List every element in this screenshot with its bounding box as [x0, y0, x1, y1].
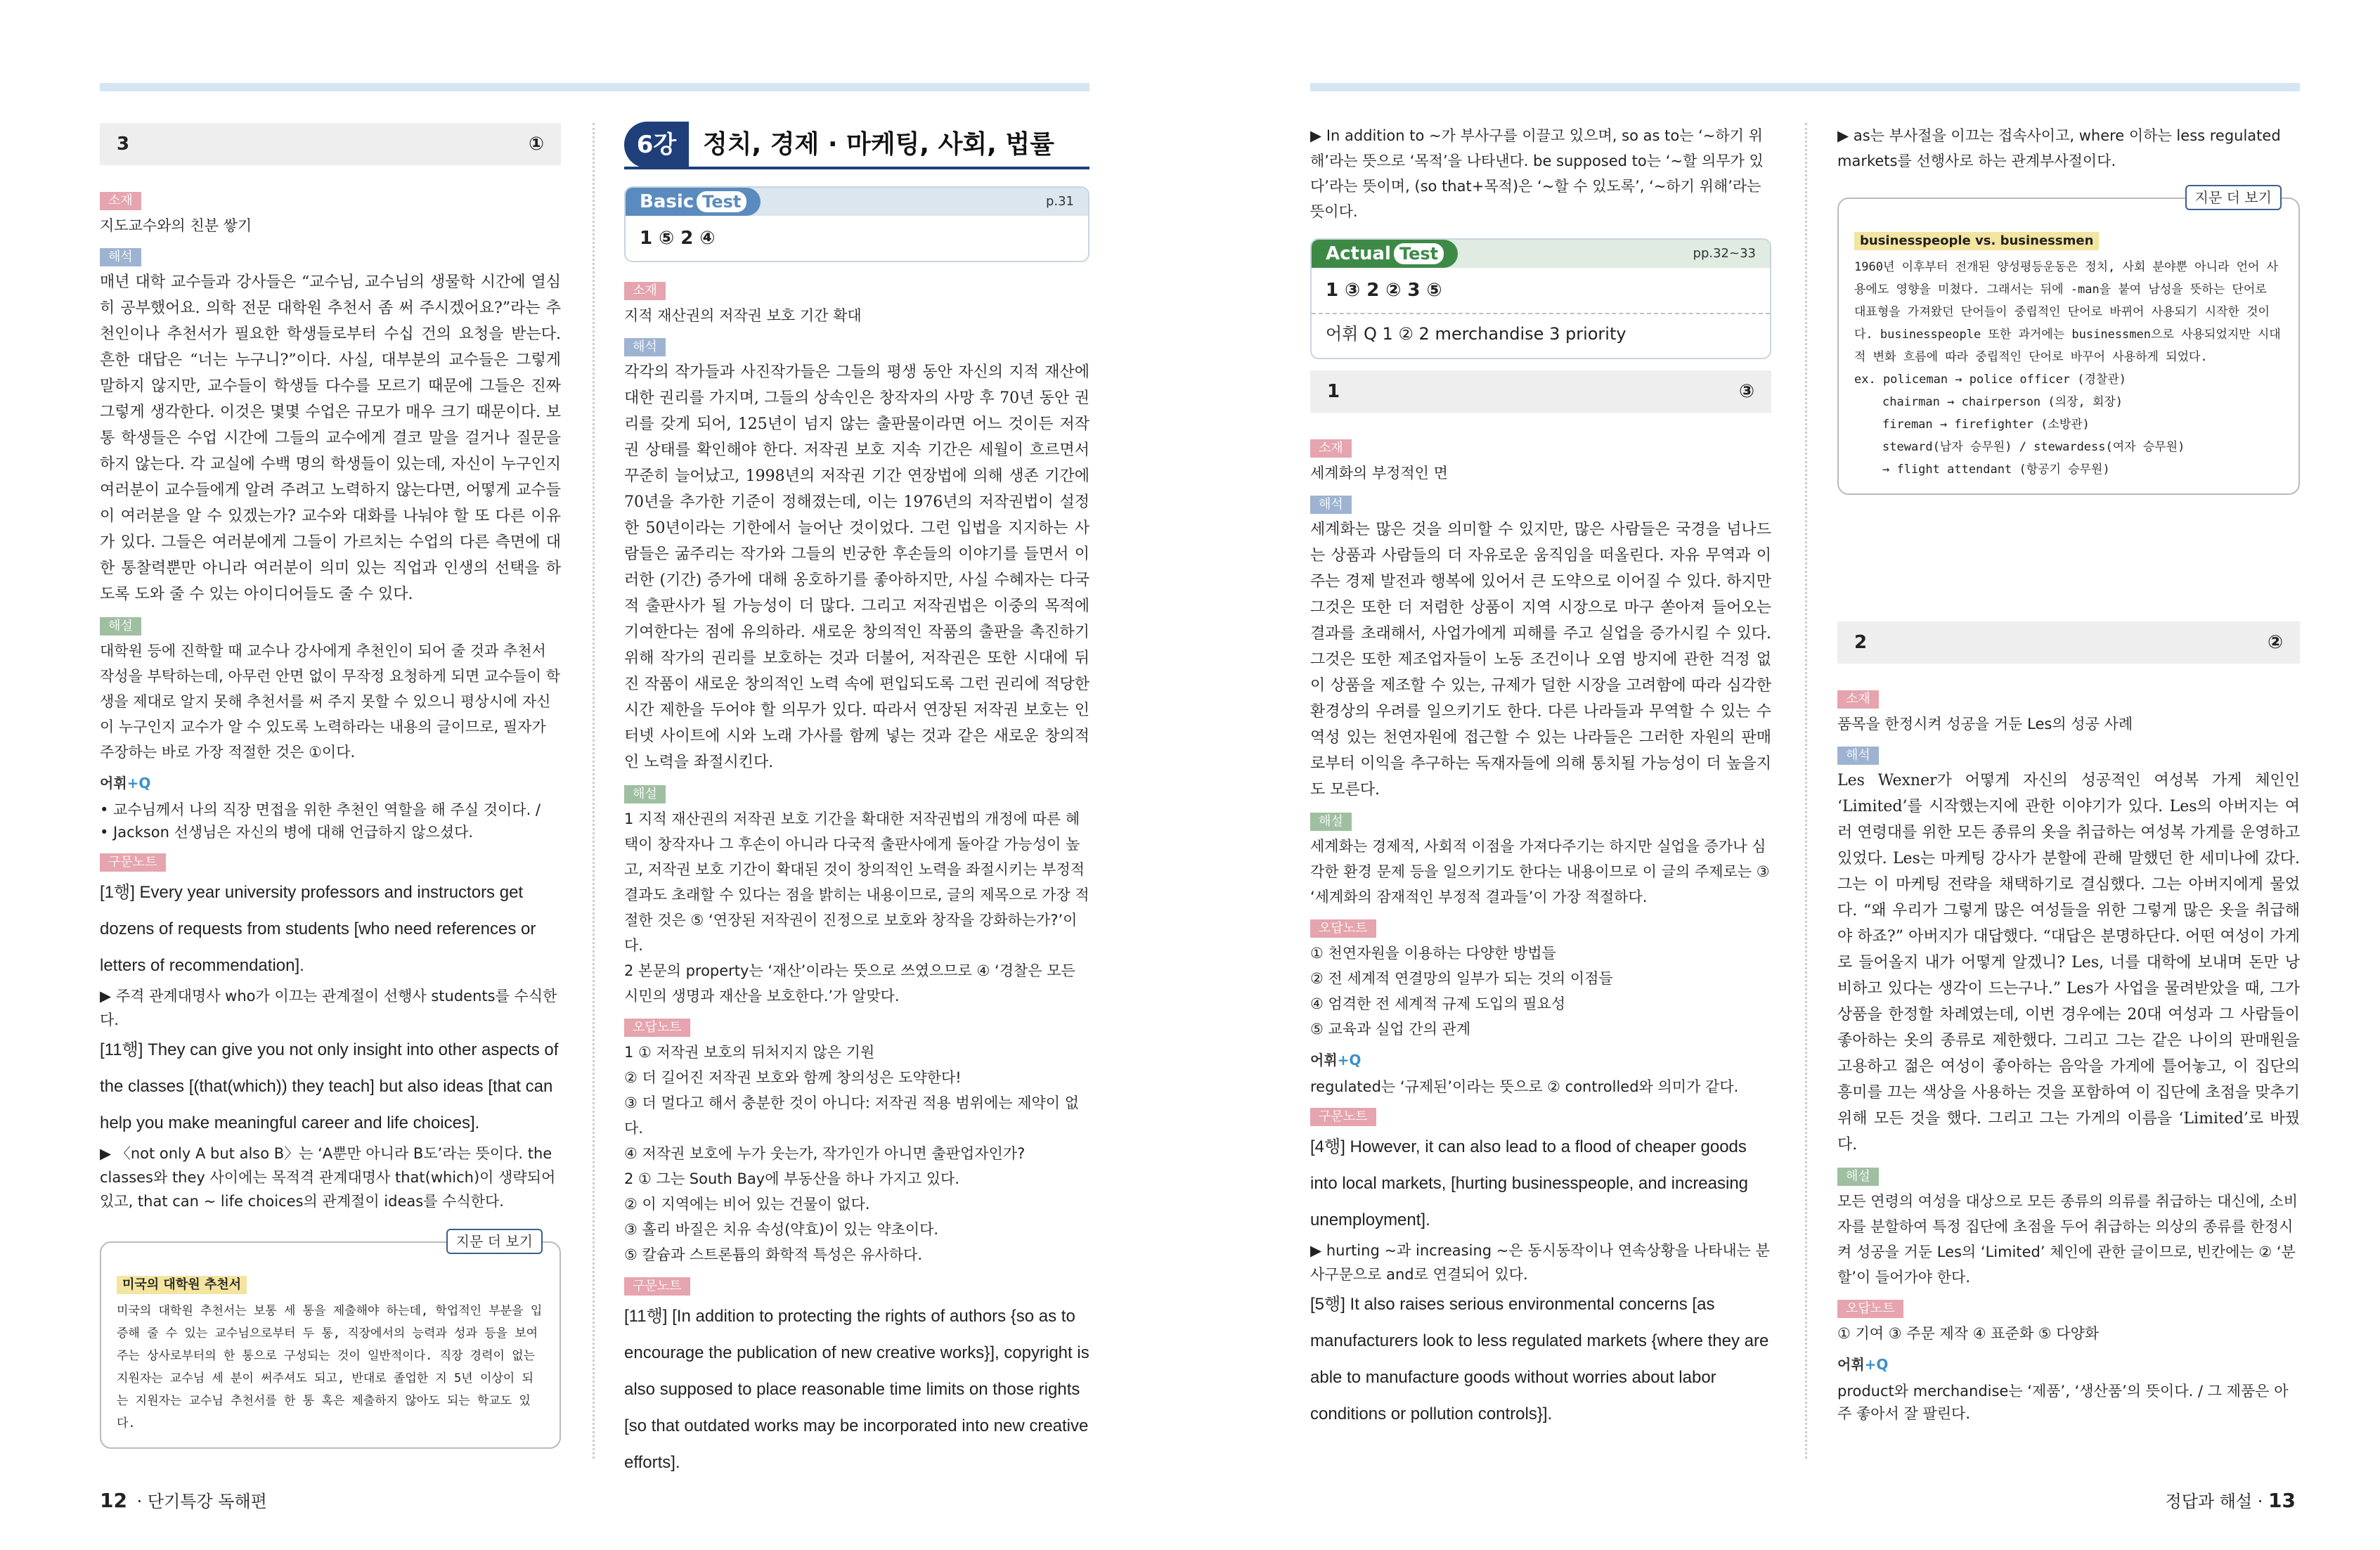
- question-answer: ①: [528, 134, 544, 155]
- grammar-tag: 구문노트: [624, 1277, 690, 1296]
- grammar-note-2: ▶ 〈not only A but also B〉는 ‘A뿐만 아니라 B도’라는 뜻이다. the classes와 they 사이에는 목적격 관계대명사 that(which)이 생략되어 있고, that can ~ life choices의 관계절이 ideas를 수식한다.: [100, 1145, 556, 1210]
- lesson-header: [624, 123, 1089, 169]
- reference-title: 미국의 대학원 추천서: [117, 1276, 247, 1294]
- basic-test-box: [624, 186, 1089, 262]
- explanation-text: 세계화는 경제적, 사회적 이점을 가져다주기는 하지만 실업을 증가나 심각한 환경 문제 등을 일으키기도 한다는 내용이므로 이 글의 주제로는 ③ ‘세계화의 잠재적인 부정적 결과들’이 가장 적절하다.: [1310, 838, 1770, 905]
- translation-text: 세계화는 많은 것을 의미할 수 있지만, 많은 사람들은 국경을 넘나드는 상품과 사람들의 더 자유로운 움직임을 떠올린다. 자유 무역과 이주는 경제 발전과 행복에 있어서 큰 도약으로 이어질 수 있다. 하지만 그것은 또한 더 저렴한 상품이 지역 시장으로 마구 쏟아져 들어오는 결과를 초래해서, 사업가에게 피해를 주고 실업을 증가시킬 수 있다. 그것은 또한 제조업자들이 노동 조건이나 오염 방지에 관한 걱정 없이 상품을 제조할 수 있는, 규제가 덜한 시장을 고려함에 따라 심각한 환경상의 우려를 일으키기도 한다. 다른 나라들과 무역할 수 있는 수역성 있는 천연자원에 접근할 수 있는 나라들은 그러한 자원의 판매로부터 이익을 추구하는 독재자들에 의해 통치될 가능성이 더 높을지도 모른다.: [1310, 521, 1771, 799]
- question-answer: ②: [2267, 632, 2283, 653]
- reference-tab: 지문 더 보기: [446, 1229, 543, 1254]
- wrong-answer-item: ⑤ 칼슘과 스트론튬의 화학적 특성은 유사하다.: [624, 1246, 923, 1263]
- vocab-item: • Jackson 선생님은 자신의 병에 대해 언급하지 않으셨다.: [100, 824, 474, 841]
- wrong-answer-tag: 오답노트: [624, 1019, 690, 1037]
- reference-title: businesspeople vs. businessmen: [1854, 232, 2099, 250]
- wrong-answer-item: ③ 더 멀다고 해서 충분한 것이 아니다: 저작권 적용 범위에는 제약이 없다.: [624, 1094, 1080, 1137]
- footer-title: 정답과 해설: [2165, 1492, 2253, 1511]
- grammar-sentence: [11행] [In addition to protecting the rights of authors {so as to encourage the publication of new creative works}], copyright is also supposed to place reasonable time limits on those rights [so that outdated works may be incorporated into new creative efforts].: [624, 1307, 1089, 1472]
- question-answer: ③: [1738, 381, 1754, 402]
- right-column-divider: [1805, 123, 1807, 1459]
- question-number: 2: [1854, 632, 1868, 653]
- explanation-tag: 해설: [624, 785, 666, 803]
- left-page-top-bar: [100, 83, 1089, 91]
- reference-example: ex. policeman → police officer (경찰관): [1854, 373, 2127, 387]
- wrong-answer-item: ④ 엄격한 전 세계적 규제 도입의 필요성: [1310, 995, 1566, 1012]
- reference-tab: 지문 더 보기: [2185, 185, 2282, 210]
- grammar-note-top: ▶ as는 부사절을 이끄는 접속사이고, where 이하는 less regulated markets를 선행사로 하는 관계부사절이다.: [1837, 127, 2281, 169]
- explanation-tag: 해설: [1837, 1168, 1879, 1186]
- translation-text: 매년 대학 교수들과 강사들은 “교수님, 교수님의 생물학 시간에 열심히 공부했어요. 의학 전문 대학원 추천서 좀 써 주시겠어요?”라는 추천인이나 추천서가 필요한 학생들로부터 수십 건의 요청을 받는다. 흔한 대답은 “너는 누구니?”이다. 사실, 대부분의 교수들은 그렇게 말하지 않지만, 교수들이 학생들 다수를 모르기 때문에 그들은 진짜 그렇게 생각한다. 이것은 몇몇 수업은 규모가 매우 크기 때문이다. 보통 학생들은 수업 시간에 그들의 교수에게 결코 말을 걸거나 질문을 하지 않는다. 각 교실에 수백 명의 학생들이 있는데, 자신이 누구인지 여러분이 교수들에게 알려 주려고 노력하지 않는다면, 어떻게 교수들이 여러분을 알 수 있겠는가? 교수와 대화를 나눠야 할 또 다른 이유가 있다. 그들은 여러분에게 그들이 가르치는 수업의 다른 측면에 대한 통찰력뿐만 아니라 여러분이 의미 있는 직업과 인생의 선택을 하도록 도와 줄 수 있는 아이디어들도 줄 수 있다.: [100, 273, 561, 603]
- reference-example: steward(남자 승무원) / stewardess(여자 승무원): [1882, 440, 2185, 454]
- right-page-column-1: [1310, 123, 1771, 1433]
- actual-test-box: [1310, 238, 1771, 359]
- grammar-note-top: ▶ In addition to ~가 부사구를 이끌고 있으며, so as to는 ‘~하기 위해’라는 뜻으로 ‘목적’을 나타낸다. be supposed to는 ‘~할 의무가 있다’라는 뜻이며, (so that+목적)은 ‘~할 수 있도록’, ‘~하기 위해’라는 뜻이다.: [1310, 127, 1764, 220]
- actual-test-vocab: 어휘 Q 1 ② 2 merchandise 3 priority: [1312, 313, 1770, 358]
- wrong-answer-item: ④ 저작권 보호에 누가 웃는가, 작가인가 아니면 출판업자인가?: [624, 1145, 1026, 1162]
- basic-test-answers: 1 ⑤ 2 ④: [640, 228, 716, 249]
- topic-text: 세계화의 부정적인 면: [1310, 465, 1448, 482]
- grammar-note-1: ▶ 주격 관계대명사 who가 이끄는 관계절이 선행사 students를 수식한다.: [100, 988, 557, 1028]
- translation-text: Les Wexner가 어떻게 자신의 성공적인 여성복 가게 체인인 ‘Limited’를 시작했는지에 관한 이야기가 있다. Les의 아버지는 여러 연령대를 위한 모든 종류의 옷을 취급하는 여성복 가게를 운영하고 있었다. Les는 마케팅 강사가 분할에 관해 말했던 한 세미나에 갔다. 그는 이 마케팅 전략을 채택하기로 결심했다. 그는 아버지에게 물었다. “왜 우리가 그렇게 많은 여성들을 위한 그렇게 많은 옷을 취급해야 하죠?” 아버지가 대답했다. “대답은 분명하단다. 어떤 여성이 가게로 들어올지 내가 어떻게 알겠니? Les, 너를 대학에 보내며 돈만 낭비하고 있다는 생각이 드는구나.” Les가 사업을 물려받았을 때, 그가 상품을 한정할 차례였는데, 이번 경우에는 20대 여성과 그 사람들이 좋아하는 옷의 종류로 제한했다. 그리고 그는 같은 나이의 판매원을 고용하고 젊은 여성이 좋아하는 음악을 가게에 틀어놓고, 이 집단의 흥미를 끄는 색상을 사용하는 것을 포함하여 이 집단에 초점을 맞추기 위해 모든 것을 했다. 그리고 그는 가게의 이름을 ‘Limited’로 바꿨다.: [1837, 772, 2300, 1154]
- reference-body: 미국의 대학원 추천서는 보통 세 통을 제출해야 하는데, 학업적인 부분을 입증해 줄 수 있는 교수님으로부터 두 통, 직장에서의 능력과 성과 등을 보여 주는 상사로부터의 한 통으로 구성되는 것이 일반적이다. 직장 경력이 없는 지원자는 교수님 세 분이 써주셔도 되고, 반대로 졸업한 지 5년 이상이 되는 지원자는 교수님 추천서를 한 통 혹은 제출하지 않아도 되는 학교도 있다.: [117, 1304, 543, 1430]
- topic-text: 지도교수와의 친분 쌓기: [100, 217, 252, 234]
- footer-separator: ·: [2257, 1492, 2263, 1511]
- basic-test-header: [626, 188, 1088, 216]
- grammar-sentence-1: [4행] However, it can also lead to a flood of cheaper goods into local markets, [hurting businesspeople, and increasing unemployment].: [1310, 1137, 1749, 1229]
- lesson-title: 정치, 경제 · 마케팅, 사회, 법률: [703, 130, 1054, 159]
- page-number: 13: [2268, 1489, 2296, 1512]
- actual-test-label: Actual Test: [1312, 240, 1458, 268]
- topic-tag: 소재: [100, 192, 141, 210]
- wrong-answer-item: ② 전 세계적 연결망의 일부가 되는 것의 이점들: [1310, 970, 1613, 987]
- right-page-top-bar: [1310, 83, 2300, 91]
- left-page-footer: [100, 1487, 267, 1512]
- explanation-tag: 해설: [1310, 813, 1352, 831]
- footer-title: 단기특강 독해편: [147, 1492, 267, 1511]
- basic-test-pages: p.31: [1045, 194, 1074, 209]
- right-page-footer: [2166, 1487, 2300, 1512]
- vocab-title: 어휘+Q: [1837, 1356, 1889, 1373]
- grammar-tag: 구문노트: [100, 853, 166, 872]
- question-number: 1: [1327, 381, 1340, 402]
- topic-text: 지적 재산권의 저작권 보호 기간 확대: [624, 307, 862, 324]
- translation-tag: 해석: [1837, 747, 1879, 765]
- reference-body: 1960년 이후부터 전개된 양성평등운동은 정치, 사회 분야뿐 아니라 언어 사용에도 영향을 미쳤다. 그래서는 뒤에 -man을 붙여 남성을 뜻하는 단어로 대표형을 가져왔던 단어들이 중립적인 단어로 바뀌어 사용되기 시작한 것이다. businesspeople 또한 과거에는 businessmen으로 사용되었지만 시대적 변화 흐름에 따라 중립적인 단어로 바꾸어 사용하게 되었다.: [1854, 260, 2281, 364]
- vocab-item: product와 merchandise는 ‘제품’, ‘생산품’의 뜻이다. / 그 제품은 아주 좋아서 잘 팔린다.: [1837, 1383, 2289, 1422]
- reference-box: [100, 1233, 561, 1449]
- explanation-tag: 해설: [100, 617, 141, 635]
- reference-example: fireman → firefighter (소방관): [1882, 418, 2090, 432]
- reference-example: → flight attendant (항공기 승무원): [1882, 463, 2110, 477]
- vocab-section: [1310, 1049, 1771, 1098]
- actual-test-answers: 1 ③ 2 ② 3 ⑤: [1326, 280, 1442, 301]
- vocab-title: 어휘+Q: [1310, 1052, 1362, 1068]
- reference-box: [1837, 189, 2300, 495]
- basic-test-label: Basic Test: [626, 188, 761, 216]
- reference-example: chairman → chairperson (의장, 회장): [1882, 395, 2123, 409]
- topic-tag: 소재: [1310, 439, 1352, 458]
- wrong-answer-item: ② 이 지역에는 비어 있는 건물이 없다.: [624, 1196, 870, 1213]
- question-number: 3: [117, 134, 130, 155]
- wrong-answer-item: 1 ① 저작권 보호의 뒤처지지 않은 기원: [624, 1044, 875, 1061]
- translation-text: 각각의 작가들과 사진작가들은 그들의 평생 동안 자신의 지적 재산에 대한 권리를 가지며, 그들의 상속인은 창작자의 사망 후 70년 동안 권리를 갖게 되어, 125년이 넘지 않는 출판물이라면 어느 것이든 저작권 상태를 확인해야 한다. 저작권 보호 지속 기간은 세월이 흐르면서 꾸준히 늘어났고, 1998년의 저작권 기간 연장법에 의해 생존 기간에 70년을 추가한 기준이 정해졌는데, 이는 1976년의 저작권법이 설정한 50년이라는 기한에서 늘어난 것이었다. 그런 입법을 지지하는 사람들은 굶주리는 작가와 그들의 빈궁한 후손들의 이야기를 들면서 이러한 (기간) 증가에 대해 옹호하기를 좋아하지만, 사실 수혜자는 다국적 출판사가 될 가능성이 더 많다. 그리고 저작권법은 이중의 목적에 기여한다는 점에 유의하라. 새로운 창의적인 작품의 출판을 촉진하기 위해 작가의 권리를 보호하는 것과 더불어, 저작권은 또한 시대에 뒤진 작품이 새로운 창의적인 노력 속에 편입되도록 그런 권리에 적당한 시간 제한을 두어야 할 의무가 있다. 따라서 연장된 저작권 보호는 인터넷 사이트에 시와 노래 가사를 함께 넣는 것과 같은 새로운 창의적인 노력을 좌절시킨다.: [624, 363, 1089, 771]
- footer-separator: ·: [136, 1492, 143, 1511]
- grammar-sentence-2: [11행] They can give you not only insight into other aspects of the classes [(that(which)) they teach] but also ideas [that can help you make meaningful career and life choices].: [100, 1040, 559, 1132]
- actual-test-pages: pp.32~33: [1693, 246, 1756, 261]
- topic-text: 품목을 한정시켜 성공을 거둔 Les의 성공 사례: [1837, 716, 2133, 732]
- explanation-text-1: 1 지적 재산권의 저작권 보호 기간을 확대한 저작권법의 개정에 따른 혜택이 창작자나 그 후손이 아니라 다국적 출판사에게 돌아갈 가능성이 높고, 저작권 보호 기간이 확대된 것이 창의적인 노력을 좌절시키는 부정적 결과도 초래할 수 있다는 점을 밝히는 내용이므로, 글의 제목으로 가장 적절한 것은 ⑤ ‘연장된 저작권이 진정으로 보호와 창작을 강화하는가?’이다.: [624, 810, 1089, 954]
- grammar-tag: 구문노트: [1310, 1108, 1376, 1126]
- wrong-answer-item: ① 기여 ③ 주문 제작 ④ 표준화 ⑤ 다양화: [1837, 1325, 2100, 1342]
- topic-tag: 소재: [1837, 690, 1879, 709]
- vocab-item: regulated는 ‘규제된’이라는 뜻으로 ② controlled와 의미가 같다.: [1310, 1078, 1739, 1095]
- wrong-answer-tag: 오답노트: [1310, 919, 1376, 938]
- explanation-text: 대학원 등에 진학할 때 교수나 강사에게 추천인이 되어 줄 것과 추천서 작성을 부탁하는데, 아무런 안면 없이 무작정 요청하게 되면 교수들이 학생을 제대로 알지 못해 추천서를 써 주지 못할 수 있으니 평상시에 자신이 누구인지 교수가 알 수 있도록 노력하라는 내용의 글이므로, 필자가 주장하는 바로 가장 적절한 것은 ①이다.: [100, 642, 561, 761]
- lesson-number: 6강: [624, 122, 689, 168]
- vocab-title: 어휘+Q: [100, 775, 151, 792]
- grammar-sentence-1: [1행] Every year university professors and instructors get dozens of requests from students [who need references or letters of recommendation].: [100, 883, 536, 975]
- wrong-answer-item: 2 ① 그는 South Bay에 부동산을 하나 가지고 있다.: [624, 1170, 960, 1187]
- wrong-answer-item: ② 더 길어진 저작권 보호와 함께 창의성은 도약한다!: [624, 1069, 962, 1086]
- wrong-answer-item: ⑤ 교육과 실업 간의 관계: [1310, 1021, 1471, 1038]
- wrong-answer-item: ③ 홀리 바질은 치유 속성(약효)이 있는 약초이다.: [624, 1221, 939, 1238]
- left-page-column-1: [100, 123, 561, 1449]
- topic-tag: 소재: [624, 282, 666, 300]
- question-header: [1310, 370, 1771, 413]
- translation-tag: 해석: [624, 338, 666, 356]
- actual-test-header: [1312, 240, 1770, 268]
- wrong-answer-item: ① 천연자원을 이용하는 다양한 방법들: [1310, 945, 1556, 962]
- explanation-text-2: 2 본문의 property는 ‘재산’이라는 뜻으로 쓰였으므로 ④ ‘경찰은 모든 시민의 생명과 재산을 보호한다.’가 알맞다.: [624, 962, 1075, 1005]
- translation-tag: 해석: [1310, 496, 1352, 514]
- vocab-section: [100, 772, 561, 844]
- right-page-column-2: [1837, 123, 2300, 1425]
- vocab-item: • 교수님께서 나의 직장 면접을 위한 추천인 역할을 해 주실 것이다. /: [100, 801, 541, 818]
- left-column-divider: [593, 123, 595, 1459]
- left-page-column-2: [624, 123, 1089, 1481]
- vocab-section: [1837, 1353, 2300, 1425]
- page-number: 12: [100, 1489, 127, 1512]
- grammar-note-1: ▶ hurting ~과 increasing ~은 동시동작이나 연속상황을 나타내는 분사구문으로 and로 연결되어 있다.: [1310, 1242, 1770, 1283]
- explanation-text: 모든 연령의 여성을 대상으로 모든 종류의 의류를 취급하는 대신에, 소비자를 분할하여 특정 집단에 초점을 두어 취급하는 의상의 종류를 한정시켜 성공을 거둔 Les의 ‘Limited’ 체인에 관한 글이므로, 빈칸에는 ② ‘분할’이 들어가야 한다.: [1837, 1193, 2298, 1286]
- wrong-answer-tag: 오답노트: [1837, 1300, 1903, 1318]
- question-header: [100, 123, 561, 165]
- translation-tag: 해석: [100, 248, 141, 266]
- grammar-sentence-2: [5행] It also raises serious environmental concerns [as manufacturers look to less regulated markets {where they are able to manufacture goods without worries about labor conditions or pollution controls}].: [1310, 1295, 1769, 1423]
- question-header: [1837, 621, 2300, 664]
